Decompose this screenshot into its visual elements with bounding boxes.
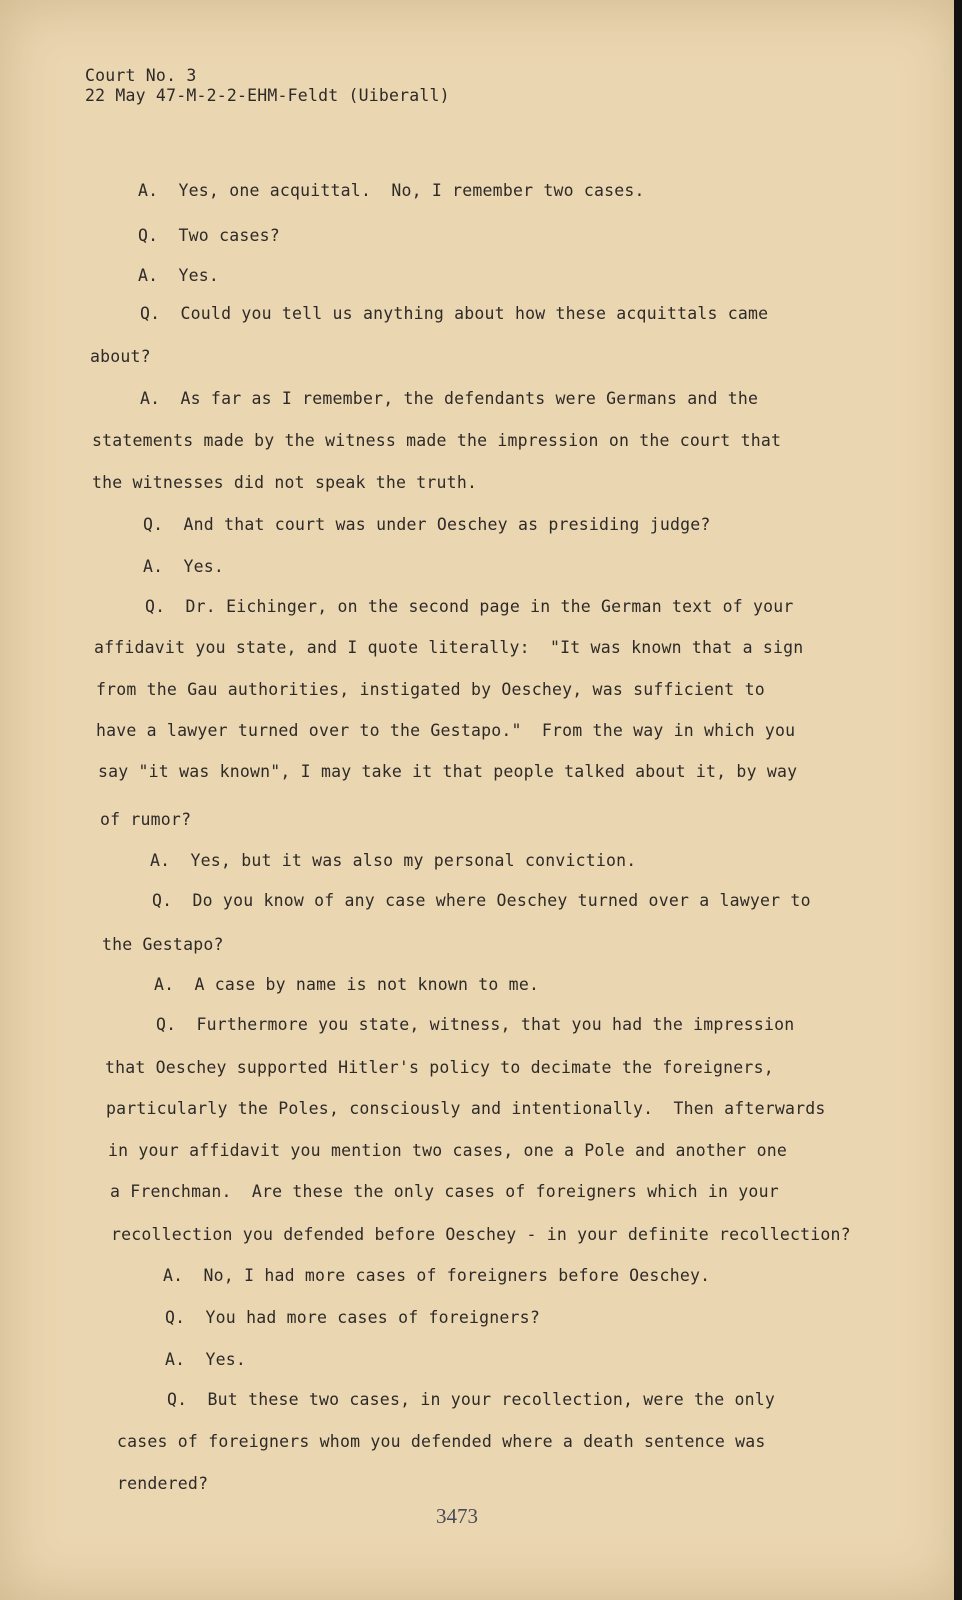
transcript-line: A. As far as I remember, the defendants were Germans and the xyxy=(140,389,759,408)
transcript-line: A. Yes. xyxy=(143,557,225,576)
transcript-line: Q. Two cases? xyxy=(138,226,280,245)
session-reference: 22 May 47-M-2-2-EHM-Feldt (Uiberall) xyxy=(85,86,450,105)
transcript-line: Q. Do you know of any case where Oeschey turned over a lawyer to xyxy=(152,891,811,910)
transcript-line: Q. You had more cases of foreigners? xyxy=(165,1308,540,1327)
transcript-line: have a lawyer turned over to the Gestapo." From the way in which you xyxy=(96,721,796,740)
transcript-line: A. Yes. xyxy=(138,266,220,285)
transcript-line: A. Yes, one acquittal. No, I remember two cases. xyxy=(138,181,645,200)
transcript-line: of rumor? xyxy=(100,810,192,829)
transcript-line: Q. And that court was under Oeschey as presiding judge? xyxy=(143,515,711,534)
transcript-line: particularly the Poles, consciously and intentionally. Then afterwards xyxy=(106,1099,826,1118)
transcript-line: Q. Furthermore you state, witness, that you had the impression xyxy=(156,1015,795,1034)
transcript-line: the witnesses did not speak the truth. xyxy=(92,473,478,492)
transcript-line: recollection you defended before Oeschey - in your definite recollection? xyxy=(111,1225,851,1244)
transcript-line: affidavit you state, and I quote literally: "It was known that a sign xyxy=(94,638,804,657)
transcript-line: in your affidavit you mention two cases, one a Pole and another one xyxy=(108,1141,787,1160)
court-number: Court No. 3 xyxy=(85,66,197,85)
scan-edge xyxy=(954,0,962,1600)
transcript-line: a Frenchman. Are these the only cases of foreigners which in your xyxy=(110,1182,779,1201)
transcript-line: Q. But these two cases, in your recollection, were the only xyxy=(167,1390,776,1409)
transcript-line: A. Yes, but it was also my personal conviction. xyxy=(150,851,637,870)
transcript-line: statements made by the witness made the impression on the court that xyxy=(92,431,782,450)
page-number: 3473 xyxy=(436,1504,478,1528)
transcript-line: say "it was known", I may take it that people talked about it, by way xyxy=(98,762,798,781)
document-header xyxy=(85,66,450,106)
transcript-line: A. No, I had more cases of foreigners before Oeschey. xyxy=(163,1266,711,1285)
transcript-line: the Gestapo? xyxy=(102,935,224,954)
transcript-line: rendered? xyxy=(117,1474,209,1493)
transcript-line: cases of foreigners whom you defended where a death sentence was xyxy=(117,1432,766,1451)
transcript-line: A. A case by name is not known to me. xyxy=(154,975,540,994)
transcript-line: Q. Could you tell us anything about how these acquittals came xyxy=(140,304,769,323)
transcript-line: Q. Dr. Eichinger, on the second page in the German text of your xyxy=(145,597,794,616)
transcript-line: about? xyxy=(90,347,151,366)
transcript-line: A. Yes. xyxy=(165,1350,247,1369)
transcript-line: that Oeschey supported Hitler's policy to decimate the foreigners, xyxy=(105,1058,774,1077)
transcript-line: from the Gau authorities, instigated by Oeschey, was sufficient to xyxy=(96,680,765,699)
